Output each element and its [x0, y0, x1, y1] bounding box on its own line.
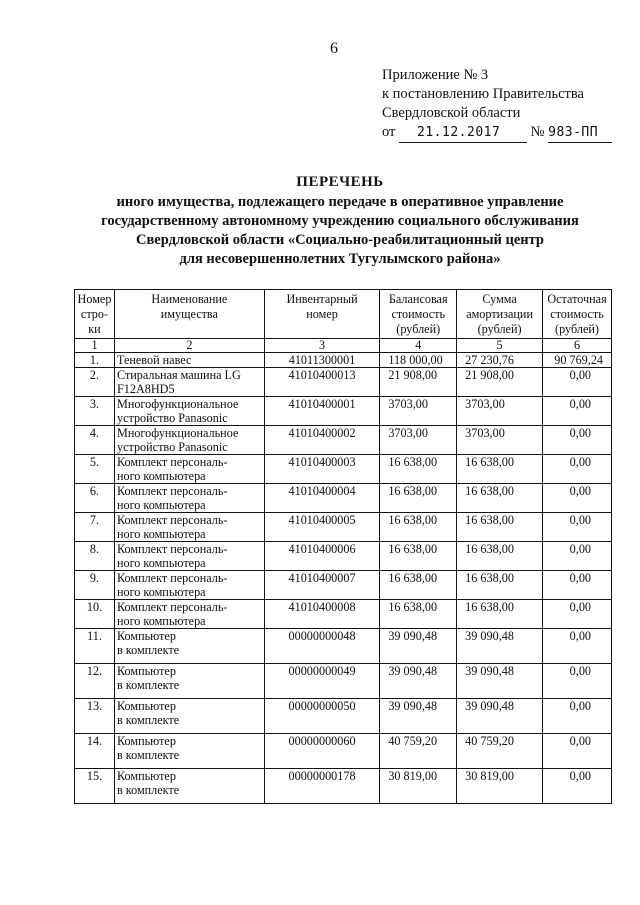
- row-number: 11.: [75, 629, 115, 664]
- appendix-line-1: Приложение № 3: [382, 67, 489, 83]
- header-balance-value: Балансовая стоимость (рублей): [380, 290, 457, 339]
- residual-value: 0,00: [543, 571, 612, 600]
- amortization-value: 16 638,00: [457, 513, 543, 542]
- balance-value: 40 759,20: [380, 734, 457, 769]
- amortization-value: 16 638,00: [457, 600, 543, 629]
- item-name: Многофункциональное устройство Panasonic: [114, 397, 264, 426]
- table-row: [75, 699, 612, 734]
- inventory-number: 41010400005: [264, 513, 380, 542]
- balance-value: 16 638,00: [380, 513, 457, 542]
- amortization-value: 3703,00: [457, 397, 543, 426]
- amortization-value: 16 638,00: [457, 571, 543, 600]
- amortization-value: 3703,00: [457, 426, 543, 455]
- row-number: 7.: [75, 513, 115, 542]
- residual-value: 0,00: [543, 513, 612, 542]
- amortization-value: 39 090,48: [457, 699, 543, 734]
- item-name: Комплект персональ- ного компьютера: [114, 455, 264, 484]
- table-row: [75, 426, 612, 455]
- property-table: [74, 289, 612, 804]
- table-row: [75, 769, 612, 804]
- appendix-date-line: [382, 123, 612, 143]
- header-amortization: Сумма амортизации (рублей): [457, 290, 543, 339]
- table-header-row: [75, 290, 612, 339]
- header-name: Наименование имущества: [114, 290, 264, 339]
- balance-value: 21 908,00: [380, 368, 457, 397]
- inventory-number: 41010400013: [264, 368, 380, 397]
- appendix-header: [382, 66, 612, 143]
- item-name: Комплект персональ- ного компьютера: [114, 484, 264, 513]
- item-name: Комплект персональ- ного компьютера: [114, 513, 264, 542]
- table-row: [75, 734, 612, 769]
- residual-value: 0,00: [543, 699, 612, 734]
- row-number: 4.: [75, 426, 115, 455]
- table-row: [75, 484, 612, 513]
- table-row: [75, 513, 612, 542]
- balance-value: 39 090,48: [380, 699, 457, 734]
- item-name: Теневой навес: [114, 353, 264, 368]
- residual-value: 0,00: [543, 542, 612, 571]
- table-row: [75, 542, 612, 571]
- number-prefix: №: [530, 124, 545, 140]
- item-name: Компьютер в комплекте: [114, 769, 264, 804]
- header-row-number: Номер стро- ки: [75, 290, 115, 339]
- residual-value: 0,00: [543, 600, 612, 629]
- residual-value: 0,00: [543, 664, 612, 699]
- table-row: [75, 664, 612, 699]
- balance-value: 16 638,00: [380, 484, 457, 513]
- balance-value: 16 638,00: [380, 542, 457, 571]
- row-number: 6.: [75, 484, 115, 513]
- amortization-value: 39 090,48: [457, 664, 543, 699]
- row-number: 5.: [75, 455, 115, 484]
- inventory-number: 41010400002: [264, 426, 380, 455]
- title-line-3: Свердловской области «Социально-реабилитационный центр: [135, 232, 545, 248]
- balance-value: 16 638,00: [380, 600, 457, 629]
- table-row: [75, 397, 612, 426]
- inventory-number: 00000000060: [264, 734, 380, 769]
- residual-value: 90 769,24: [543, 353, 612, 368]
- row-number: 3.: [75, 397, 115, 426]
- balance-value: 118 000,00: [380, 353, 457, 368]
- inventory-number: 00000000049: [264, 664, 380, 699]
- balance-value: 16 638,00: [380, 571, 457, 600]
- inventory-number: 41010400007: [264, 571, 380, 600]
- item-name: Компьютер в комплекте: [114, 629, 264, 664]
- row-number: 10.: [75, 600, 115, 629]
- title-main: ПЕРЕЧЕНЬ: [296, 174, 384, 190]
- amortization-value: 16 638,00: [457, 542, 543, 571]
- residual-value: 0,00: [543, 629, 612, 664]
- table-row: [75, 600, 612, 629]
- table-row: [75, 629, 612, 664]
- residual-value: 0,00: [543, 734, 612, 769]
- table-row: [75, 455, 612, 484]
- table-row: [75, 571, 612, 600]
- amortization-value: 27 230,76: [457, 353, 543, 368]
- inventory-number: 41010400008: [264, 600, 380, 629]
- column-number: 6: [543, 339, 612, 353]
- item-name: Компьютер в комплекте: [114, 664, 264, 699]
- column-number: 1: [75, 339, 115, 353]
- amortization-value: 16 638,00: [457, 484, 543, 513]
- table-row: [75, 368, 612, 397]
- balance-value: 39 090,48: [380, 629, 457, 664]
- balance-value: 3703,00: [380, 397, 457, 426]
- amortization-value: 39 090,48: [457, 629, 543, 664]
- inventory-number: 41010400001: [264, 397, 380, 426]
- header-residual-value: Остаточная стоимость (рублей): [543, 290, 612, 339]
- item-name: Компьютер в комплекте: [114, 734, 264, 769]
- residual-value: 0,00: [543, 455, 612, 484]
- column-number: 3: [264, 339, 380, 353]
- amortization-value: 30 819,00: [457, 769, 543, 804]
- column-number: 5: [457, 339, 543, 353]
- item-name: Комплект персональ- ного компьютера: [114, 571, 264, 600]
- row-number: 13.: [75, 699, 115, 734]
- amortization-value: 40 759,20: [457, 734, 543, 769]
- table-row: [75, 353, 612, 368]
- inventory-number: 41010400004: [264, 484, 380, 513]
- item-name: Стиральная машина LG F12A8HD5: [114, 368, 264, 397]
- residual-value: 0,00: [543, 426, 612, 455]
- item-name: Компьютер в комплекте: [114, 699, 264, 734]
- title-line-4: для несовершеннолетних Тугулымского района»: [179, 251, 501, 267]
- row-number: 9.: [75, 571, 115, 600]
- document-title: [40, 173, 640, 269]
- amortization-value: 21 908,00: [457, 368, 543, 397]
- residual-value: 0,00: [543, 368, 612, 397]
- row-number: 1.: [75, 353, 115, 368]
- item-name: Комплект персональ- ного компьютера: [114, 542, 264, 571]
- balance-value: 39 090,48: [380, 664, 457, 699]
- title-line-1: иного имущества, подлежащего передаче в оперативное управление: [116, 194, 564, 210]
- inventory-number: 00000000048: [264, 629, 380, 664]
- balance-value: 3703,00: [380, 426, 457, 455]
- row-number: 14.: [75, 734, 115, 769]
- row-number: 2.: [75, 368, 115, 397]
- appendix-line-2: к постановлению Правительства: [382, 86, 584, 102]
- item-name: Комплект персональ- ного компьютера: [114, 600, 264, 629]
- row-number: 8.: [75, 542, 115, 571]
- item-name: Многофункциональное устройство Panasonic: [114, 426, 264, 455]
- row-number: 15.: [75, 769, 115, 804]
- appendix-line-3: Свердловской области: [382, 105, 521, 121]
- inventory-number: 41010400006: [264, 542, 380, 571]
- column-number: 4: [380, 339, 457, 353]
- balance-value: 16 638,00: [380, 455, 457, 484]
- title-line-2: государственному автономному учреждению социального обслуживания: [101, 213, 579, 229]
- date-prefix: от: [382, 124, 396, 140]
- inventory-number: 00000000178: [264, 769, 380, 804]
- residual-value: 0,00: [543, 769, 612, 804]
- header-inventory-number: Инвентарный номер: [264, 290, 380, 339]
- appendix-date: 21.12.2017: [399, 123, 527, 143]
- amortization-value: 16 638,00: [457, 455, 543, 484]
- column-number: 2: [114, 339, 264, 353]
- appendix-number: 983-ПП: [548, 123, 612, 143]
- inventory-number: 00000000050: [264, 699, 380, 734]
- residual-value: 0,00: [543, 397, 612, 426]
- row-number: 12.: [75, 664, 115, 699]
- residual-value: 0,00: [543, 484, 612, 513]
- inventory-number: 41010400003: [264, 455, 380, 484]
- page-number: 6: [330, 40, 338, 57]
- balance-value: 30 819,00: [380, 769, 457, 804]
- column-numbers-row: [75, 339, 612, 353]
- inventory-number: 41011300001: [264, 353, 380, 368]
